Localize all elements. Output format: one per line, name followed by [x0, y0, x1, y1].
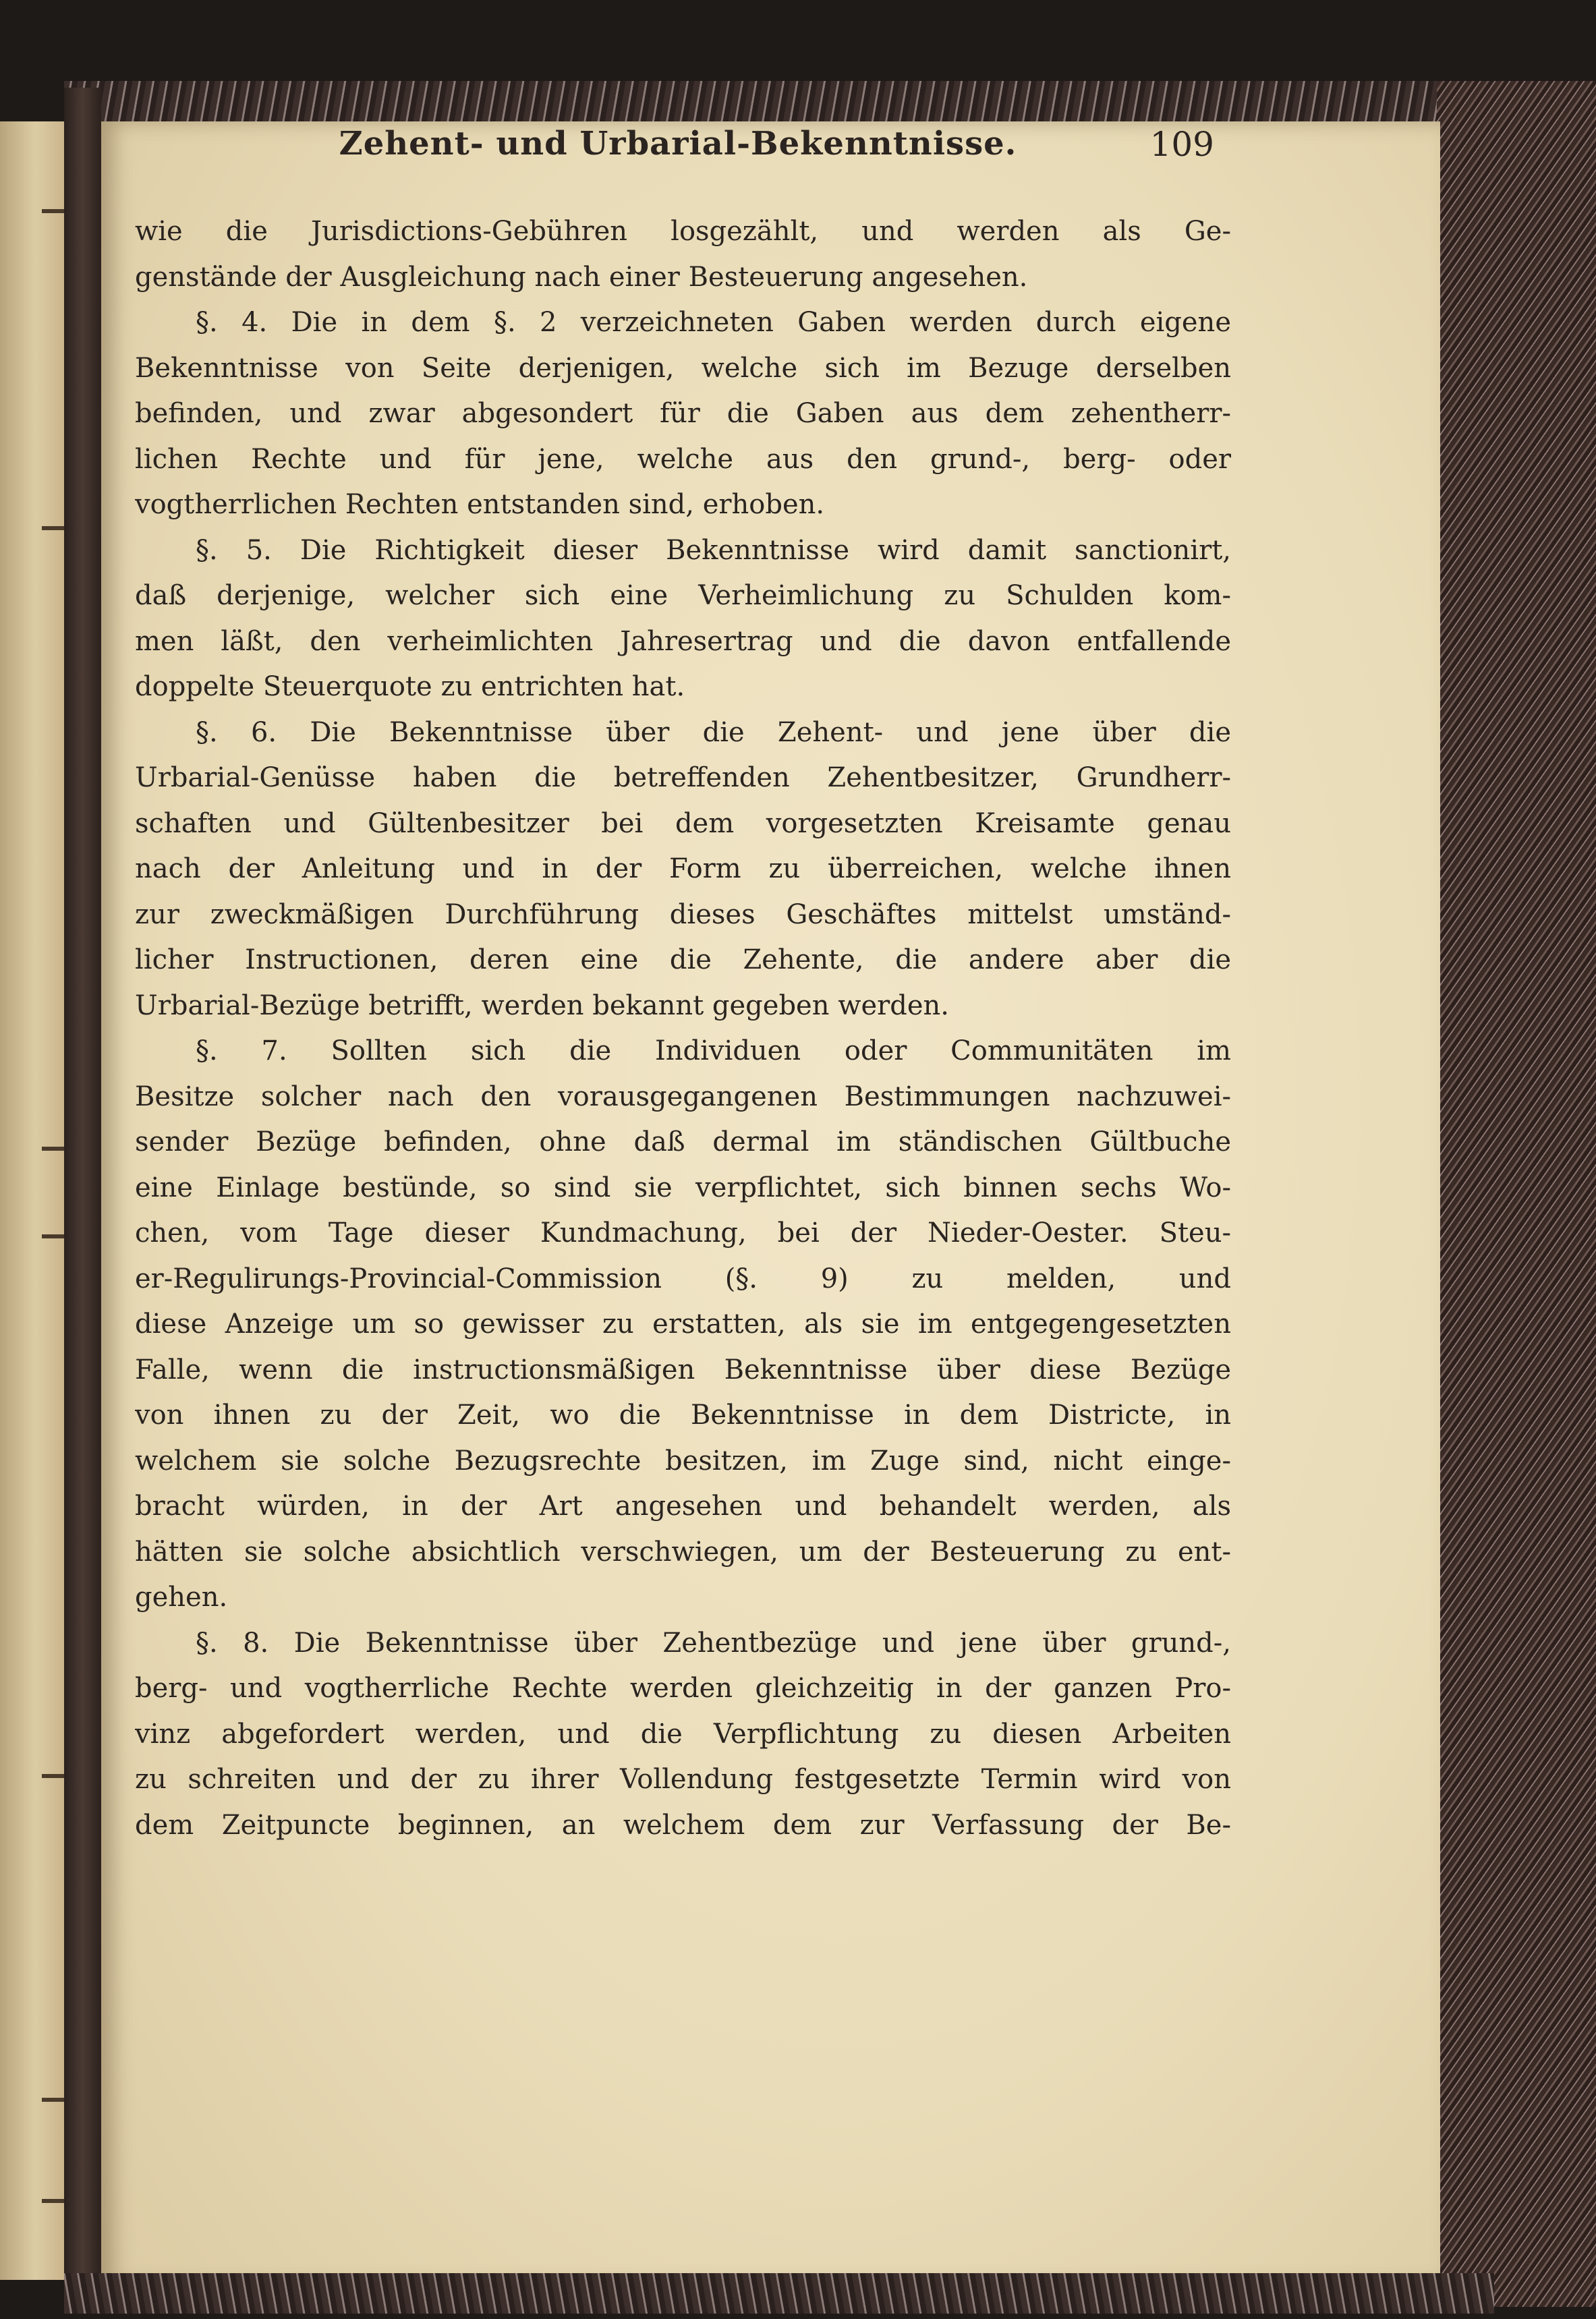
text-line: genstände der Ausgleichung nach einer Besteuerung angesehen.: [135, 261, 1028, 293]
marbled-cover: [1437, 81, 1596, 2307]
text-line: bracht würden, in der Art angesehen und behandelt werden, als: [135, 1491, 1231, 1522]
text-line: diese Anzeige um so gewisser zu erstatten, als sie im entgegengesetzten: [135, 1309, 1231, 1340]
text-line: lichen Rechte und für jene, welche aus den grund-, berg- oder: [135, 443, 1231, 475]
text-line: hätten sie solche absichtlich verschwiegen, um der Besteuerung zu ent-: [135, 1536, 1231, 1568]
text-line: doppelte Steuerquote zu entrichten hat.: [135, 671, 685, 702]
text-line: wie die Jurisdictions-Gebühren losgezählt, und werden als Ge-: [135, 216, 1231, 247]
text-line: Besitze solcher nach den vorausgegangenen Bestimmungen nachzuwei-: [135, 1081, 1231, 1112]
text-line: er-Regulirungs-Provincial-Commission (§. 9) zu melden, und: [135, 1263, 1231, 1294]
text-line: §. 8. Die Bekenntnisse über Zehentbezüge und jene über grund-,: [196, 1627, 1231, 1659]
text-line: §. 7. Sollten sich die Individuen oder Communitäten im: [196, 1035, 1231, 1066]
body-text: [135, 209, 1231, 1848]
text-line: befinden, und zwar abgesondert für die Gaben aus dem zehentherr-: [135, 398, 1231, 429]
text-line: vogtherrlichen Rechten entstanden sind, erhoben.: [135, 489, 825, 520]
text-line: von ihnen zu der Zeit, wo die Bekenntnisse in dem Districte, in: [135, 1400, 1231, 1431]
text-line: Urbarial-Genüsse haben die betreffenden Zehentbesitzer, Grundherr-: [135, 762, 1231, 793]
text-line: zu schreiten und der zu ihrer Vollendung festgesetzte Termin wird von: [135, 1764, 1231, 1795]
text-line: Bekenntnisse von Seite derjenigen, welche sich im Bezuge derselben: [135, 352, 1231, 384]
text-line: vinz abgefordert werden, und die Verpflichtung zu diesen Arbeiten: [135, 1718, 1231, 1750]
book-binding: [64, 88, 101, 2280]
text-line: §. 4. Die in dem §. 2 verzeichneten Gaben werden durch eigene: [196, 307, 1231, 338]
text-line: berg- und vogtherrliche Rechte werden gleichzeitig in der ganzen Pro-: [135, 1673, 1231, 1704]
text-line: chen, vom Tage dieser Kundmachung, bei der Nieder-Oester. Steu-: [135, 1218, 1231, 1249]
text-line: §. 6. Die Bekenntnisse über die Zehent- und jene über die: [196, 716, 1231, 748]
text-line: men läßt, den verheimlichten Jahresertrag und die davon entfallende: [135, 625, 1231, 657]
text-line: licher Instructionen, deren eine die Zehente, die andere aber die: [135, 944, 1231, 975]
text-line: daß derjenige, welcher sich eine Verheimlichung zu Schulden kom-: [135, 580, 1231, 611]
page-number: 109: [1149, 125, 1214, 164]
text-line: welchem sie solche Bezugsrechte besitzen, im Zuge sind, nicht einge-: [135, 1445, 1231, 1477]
text-line: gehen.: [135, 1582, 228, 1613]
text-line: Falle, wenn die instructionsmäßigen Bekenntnisse über diese Bezüge: [135, 1354, 1231, 1385]
text-line: dem Zeitpuncte beginnen, an welchem dem zur Verfassung der Be-: [135, 1809, 1231, 1841]
text-line: sender Bezüge befinden, ohne daß dermal im ständischen Gültbuche: [135, 1126, 1231, 1157]
left-page-edge: [0, 121, 64, 2280]
text-line: schaften und Gültenbesitzer bei dem vorgesetzten Kreisamte genau: [135, 807, 1231, 839]
text-line: §. 5. Die Richtigkeit dieser Bekenntnisse wird damit sanctionirt,: [196, 534, 1231, 566]
text-line: eine Einlage bestünde, so sind sie verpflichtet, sich binnen sechs Wo-: [135, 1172, 1231, 1203]
text-line: zur zweckmäßigen Durchführung dieses Geschäftes mittelst umständ-: [135, 898, 1231, 930]
text-line: Urbarial-Bezüge betrifft, werden bekannt gegeben werden.: [135, 990, 949, 1021]
text-line: nach der Anleitung und in der Form zu überreichen, welche ihnen: [135, 853, 1231, 884]
book-bottom-edge: [64, 2273, 1494, 2314]
running-title: Zehent- und Urbarial-Bekenntnisse.: [339, 125, 1017, 163]
